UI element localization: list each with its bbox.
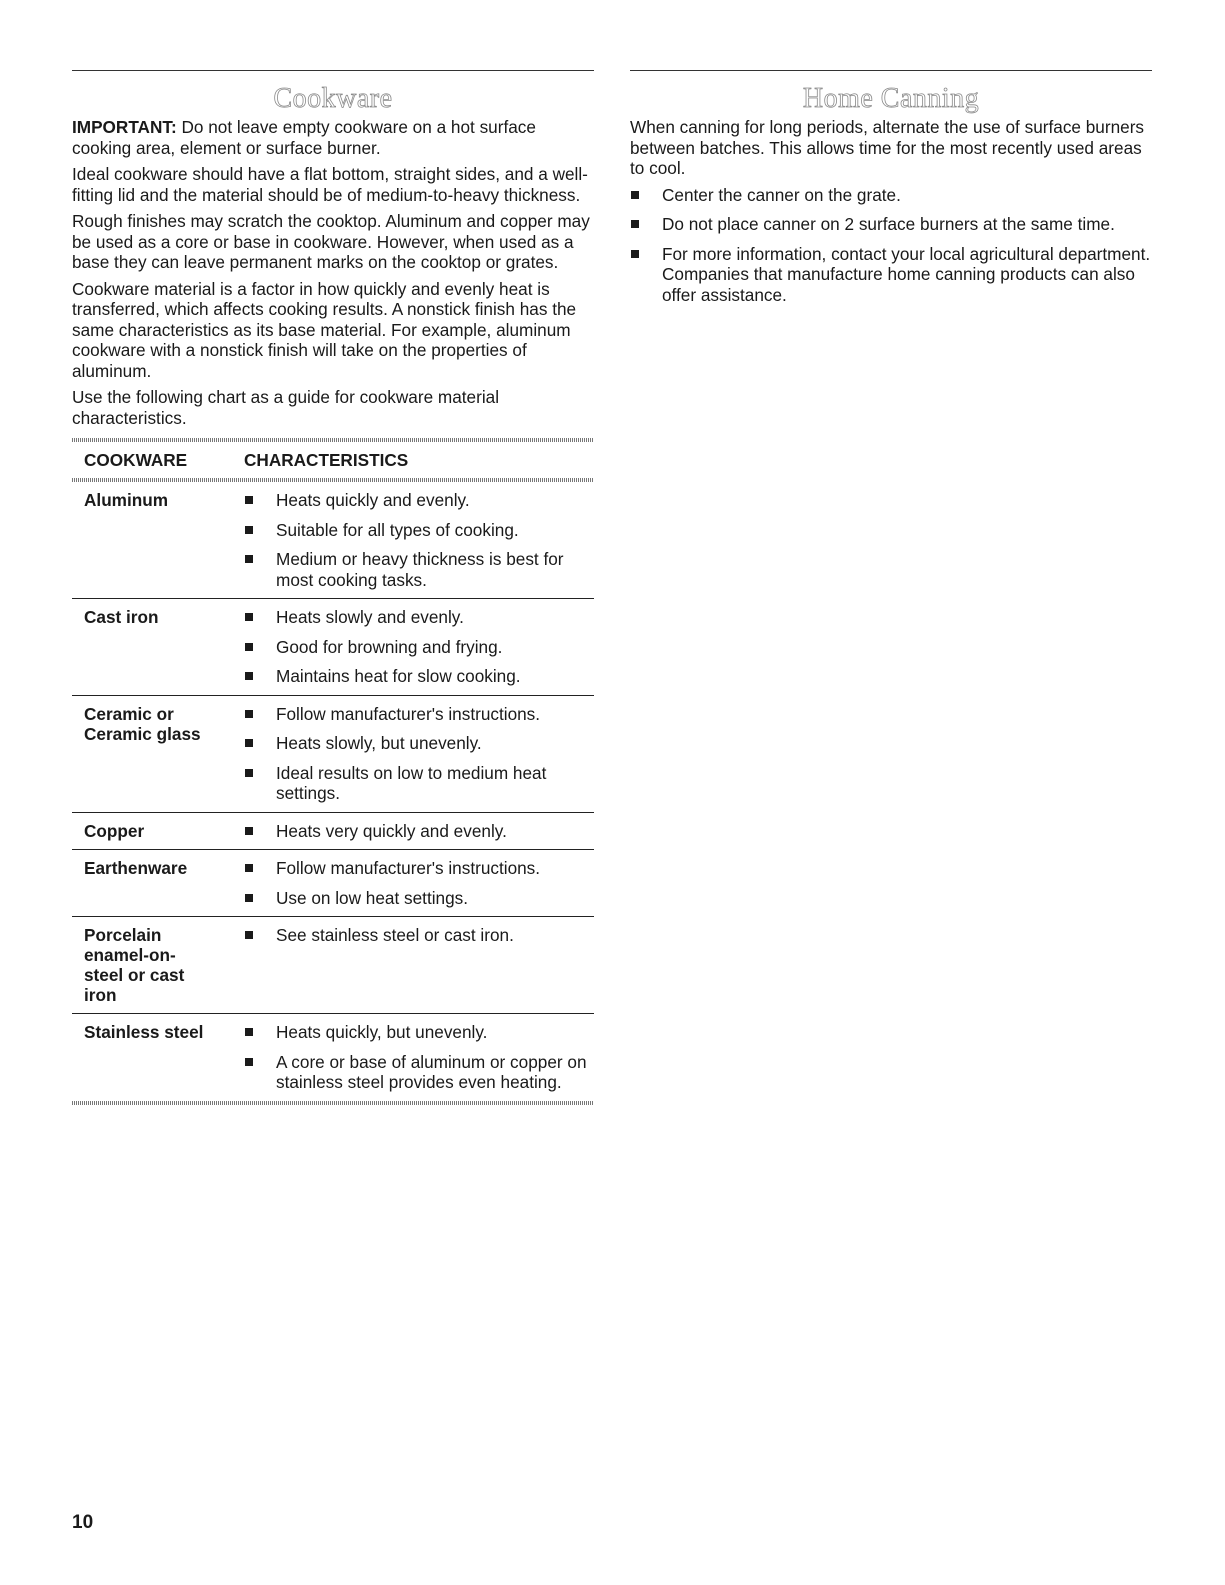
home-canning-section xyxy=(630,70,1152,314)
bullet-square-icon xyxy=(245,864,253,872)
paragraph: Use the following chart as a guide for cookware material characteristics. xyxy=(72,387,500,428)
list-item xyxy=(244,858,594,879)
list-item-text: See stainless steel or cast iron. xyxy=(276,925,514,945)
list-item-text: Center the canner on the grate. xyxy=(662,184,901,205)
material-name-line: Porcelain xyxy=(84,925,162,945)
table-row xyxy=(72,1013,594,1101)
material-name-line: steel or cast xyxy=(84,965,185,985)
canning-intro: When canning for long periods, alternate the use of surface burners between batches. This allows time for the most recently used areas to cool. xyxy=(630,117,1145,178)
list-item xyxy=(244,490,594,511)
list-item-text: Do not place canner on 2 surface burners at the same time. xyxy=(662,214,1115,234)
characteristics-cell xyxy=(244,821,594,842)
list-item xyxy=(244,733,594,754)
list-item-text: Follow manufacturer's instructions. xyxy=(276,858,541,878)
table-bottom-border xyxy=(72,1101,594,1105)
characteristics-list xyxy=(244,490,594,590)
table-header xyxy=(72,442,594,478)
material-name-line: Stainless steel xyxy=(84,1022,204,1042)
characteristics-cell xyxy=(244,704,594,804)
material-name-line: enamel-on- xyxy=(84,945,176,965)
list-item-text: Medium or heavy thickness is best for most cooking tasks. xyxy=(276,549,564,590)
characteristics-list xyxy=(244,607,594,687)
table-row xyxy=(72,598,594,695)
table-row xyxy=(72,695,594,812)
list-item-text: Maintains heat for slow cooking. xyxy=(276,666,521,686)
page-number: 10 xyxy=(72,1512,94,1533)
table-row xyxy=(72,812,594,850)
list-item xyxy=(244,520,594,541)
bullet-square-icon xyxy=(245,827,253,835)
section-rule xyxy=(72,70,594,71)
list-item xyxy=(244,1022,594,1043)
cookware-material xyxy=(72,925,244,1005)
paragraph: Rough finishes may scratch the cooktop. Aluminum and copper may be used as a core or base in cookware. However, when used as a base they can leave permanent marks on the cooktop or grates. xyxy=(72,211,590,272)
list-item xyxy=(630,185,1152,206)
important-text: Do not leave empty cookware on a hot surface cooking area, element or surface burner. xyxy=(72,117,536,158)
section-rule xyxy=(630,70,1152,71)
material-name-line: Ceramic glass xyxy=(84,723,201,744)
material-name-line: iron xyxy=(84,985,117,1005)
cookware-material xyxy=(72,704,244,804)
material-name-line: Cast iron xyxy=(84,607,159,627)
header-cookware: COOKWARE xyxy=(84,450,188,470)
characteristics-cell xyxy=(244,925,594,1005)
list-item-text: Heats slowly and evenly. xyxy=(276,607,464,627)
material-name-line: Aluminum xyxy=(84,490,169,510)
list-item-text: Use on low heat settings. xyxy=(276,887,469,908)
bullet-square-icon xyxy=(631,220,639,228)
list-item-text: Heats quickly, but unevenly. xyxy=(276,1022,488,1042)
list-item-text: For more information, contact your local agricultural department. Companies that manufacture home canning products can also offer assistance. xyxy=(662,243,1151,305)
header-characteristics: CHARACTERISTICS xyxy=(244,450,409,470)
table-body xyxy=(72,482,594,1101)
table-row xyxy=(72,849,594,916)
cookware-material xyxy=(72,607,244,687)
bullet-square-icon xyxy=(245,613,253,621)
characteristics-list xyxy=(244,704,594,804)
bullet-square-icon xyxy=(245,769,253,777)
characteristics-cell xyxy=(244,607,594,687)
list-item xyxy=(630,244,1152,306)
bullet-square-icon xyxy=(631,250,639,258)
list-item xyxy=(630,214,1152,235)
characteristics-list xyxy=(244,1022,594,1093)
important-label: IMPORTANT: xyxy=(72,117,177,137)
characteristics-list xyxy=(244,925,594,946)
bullet-square-icon xyxy=(245,931,253,939)
table-row xyxy=(72,482,594,598)
canning-bullets xyxy=(630,185,1152,306)
paragraph: Ideal cookware should have a flat bottom, straight sides, and a well-fitting lid and the material should be of medium-to-heavy thickness. xyxy=(72,164,588,205)
list-item xyxy=(244,637,594,658)
list-item xyxy=(244,925,594,946)
bullet-square-icon xyxy=(245,526,253,534)
list-item-text: Heats very quickly and evenly. xyxy=(276,820,507,841)
cookware-material xyxy=(72,858,244,908)
important-paragraph xyxy=(72,117,594,158)
list-item-text: Ideal results on low to medium heat settings. xyxy=(276,762,547,803)
list-item xyxy=(244,1052,594,1093)
bullet-square-icon xyxy=(245,1028,253,1036)
cookware-material xyxy=(72,490,244,590)
bullet-square-icon xyxy=(245,555,253,563)
cookware-title: Cookware xyxy=(273,83,393,114)
list-item-text: Good for browning and frying. xyxy=(276,636,503,657)
list-item-text: Suitable for all types of cooking. xyxy=(276,519,519,540)
list-item xyxy=(244,666,594,687)
characteristics-cell xyxy=(244,858,594,908)
bullet-square-icon xyxy=(245,710,253,718)
list-item-text: A core or base of aluminum or copper on stainless steel provides even heating. xyxy=(276,1051,587,1092)
cookware-table xyxy=(72,438,594,1105)
list-item-text: Heats quickly and evenly. xyxy=(276,490,470,510)
material-name-line: Ceramic or xyxy=(84,703,174,724)
table-row xyxy=(72,916,594,1013)
cookware-material xyxy=(72,821,244,842)
bullet-square-icon xyxy=(245,894,253,902)
paragraph: Cookware material is a factor in how quickly and evenly heat is transferred, which affects cooking results. A nonstick finish has the same characteristics as its base material. For example, aluminum cookware with a nonstick finish will take on the properties of aluminum. xyxy=(72,278,577,381)
bullet-square-icon xyxy=(245,739,253,747)
home-canning-title: Home Canning xyxy=(802,83,980,114)
characteristics-list xyxy=(244,858,594,908)
list-item xyxy=(244,888,594,909)
bullet-square-icon xyxy=(245,672,253,680)
list-item-text: Heats slowly, but unevenly. xyxy=(276,733,482,753)
list-item xyxy=(244,704,594,725)
list-item xyxy=(244,549,594,590)
characteristics-list xyxy=(244,821,594,842)
material-name-line: Earthenware xyxy=(84,858,188,878)
bullet-square-icon xyxy=(245,1058,253,1066)
bullet-square-icon xyxy=(245,643,253,651)
cookware-section xyxy=(72,70,594,1105)
bullet-square-icon xyxy=(245,496,253,504)
bullet-square-icon xyxy=(631,191,639,199)
characteristics-cell xyxy=(244,1022,594,1093)
list-item xyxy=(244,607,594,628)
material-name-line: Copper xyxy=(84,820,145,841)
cookware-material xyxy=(72,1022,244,1093)
characteristics-cell xyxy=(244,490,594,590)
list-item-text: Follow manufacturer's instructions. xyxy=(276,703,541,724)
list-item xyxy=(244,821,594,842)
list-item xyxy=(244,763,594,804)
